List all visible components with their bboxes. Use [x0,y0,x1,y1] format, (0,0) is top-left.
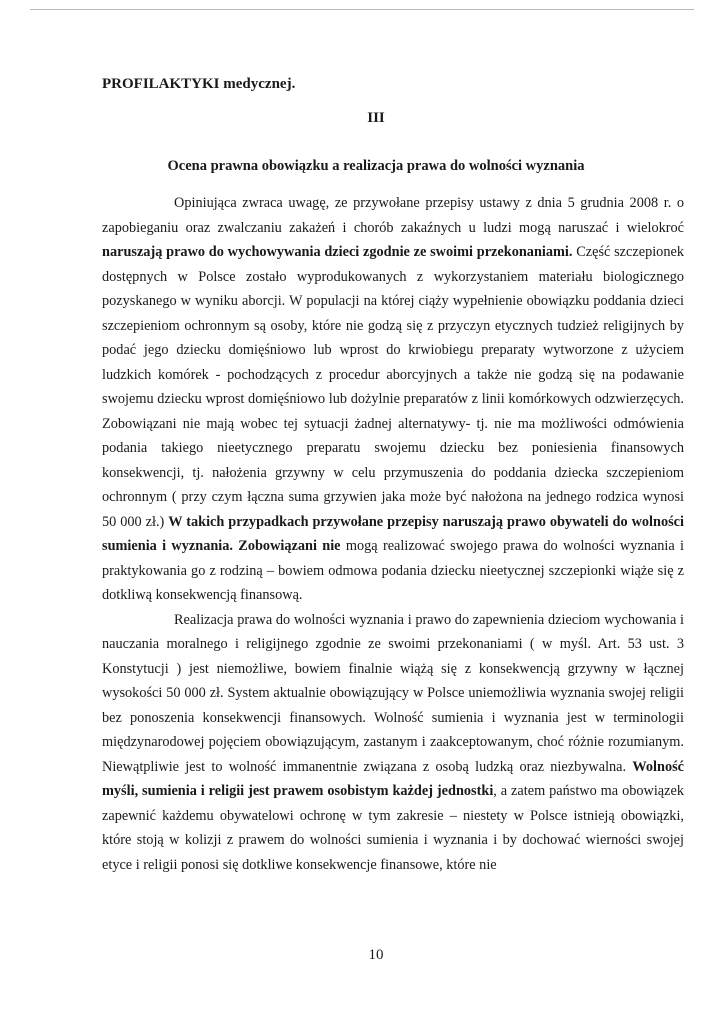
paragraph-1-bold-a: naruszają prawo do wychowywania dzieci zgodnie ze swoimi przekonaniami. [102,244,573,260]
paragraph-2-text-a: Realizacja prawa do wolności wyznania i prawo do zapewnienia dzieciom wychowania i nauczania moralnego i religijnego zgodnie ze swoimi przekonaniami ( w myśl. Art. 53 ust. 3 Konstytucji ) jest niemożliwe, bowiem finalnie wiążą się z konsekwencją grzywny w łącznej wysokości 50 000 zł. System aktualnie obowiązujący w Polsce uniemożliwia wyznania swojej religii bez ponoszenia konsekwencji finansowych. Wolność sumienia i wyznania jest w terminologii międzynarodowej pojęciem obowiązującym, zastanym i zaakceptowanym, choć różnie rozumianym. Niewątpliwie jest to wolność immanentnie związana z osobą ludzką oraz niezbywalna. [102,611,684,775]
paragraph-1-text-b: Część szczepionek dostępnych w Polsce zostało wyprodukowanych z wykorzystaniem materiału biologicznego pozyskanego w wyniku aborcji. W populacji na której ciąży wypełnienie obowiązku poddania dzieci szczepieniom ochronnym są osoby, które nie godzą się z przyczyn etycznych tudzież religijnych by podać jego dziecku domięśniowo lub wprost do krwiobiegu preparaty wytworzone z użyciem ludzkich komórek - pochodzących z procedur aborcyjnych a także nie godzą się na podawanie swojemu dziecku wprost domięśniowo lub dożylnie preparatów z linii komórkowych odzwierzęcych. Zobowiązani nie mają wobec tej sytuacji żadnej alternatywy- tj. nie ma możliwości odmówienia podania takiego nieetycznego preparatu swojemu dziecku bez poniesienia finansowych konsekwencji, tj. nałożenia grzywny w celu przymuszenia do poddania dziecka szczepieniom ochronnym ( przy czym łączna suma grzywien jaka może być nałożona na jednego rodzica wynosi 50 000 zł.) [102,244,684,530]
paragraph-2-text-b: , a zatem państwo ma obowiązek zapewnić każdemu obywatelowi ochronę w tym zakresie – niestety w Polsce istnieją obowiązki, które stoją w kolizji z prawem do wolności sumienia i wyznania i by dochować wierności swojej etyce i religii ponosi się dotkliwe konsekwencje finansowe, które nie [102,783,684,873]
section-title: Ocena prawna obowiązku a realizacja prawa do wolności wyznania [167,158,585,174]
paragraph-1-bold-b: W takich przypadkach przywołane przepisy naruszają prawo obywateli do wolności sumienia i wyznania. Zobowiązani nie [102,513,684,554]
paragraph-1-text-a: Opiniująca zwraca uwagę, ze przywołane przepisy ustawy z dnia 5 grudnia 2008 r. o zapobieganiu oraz zwalczaniu zakażeń i chorób zakaźnych u ludzi mogą naruszać i wielokroć [102,195,684,236]
continued-heading: PROFILAKTYKI medycznej. [102,76,296,92]
section-number: III [367,110,385,126]
paragraph-1 [102,191,684,608]
body-text [102,191,684,877]
top-scan-rule [30,9,694,10]
paragraph-2 [102,608,684,878]
paragraph-2-bold-a: Wolność myśli, sumienia i religii jest prawem osobistym każdej jednostki [102,758,684,799]
page-number: 10 [368,947,384,963]
paragraph-1-text-c: mogą realizować swojego prawa do wolności wyznania i praktykowania go z rodziną – bowiem odmowa podania dziecku nieetycznej szczepionki wiąże się z dotkliwą konsekwencją finansową. [102,538,684,603]
